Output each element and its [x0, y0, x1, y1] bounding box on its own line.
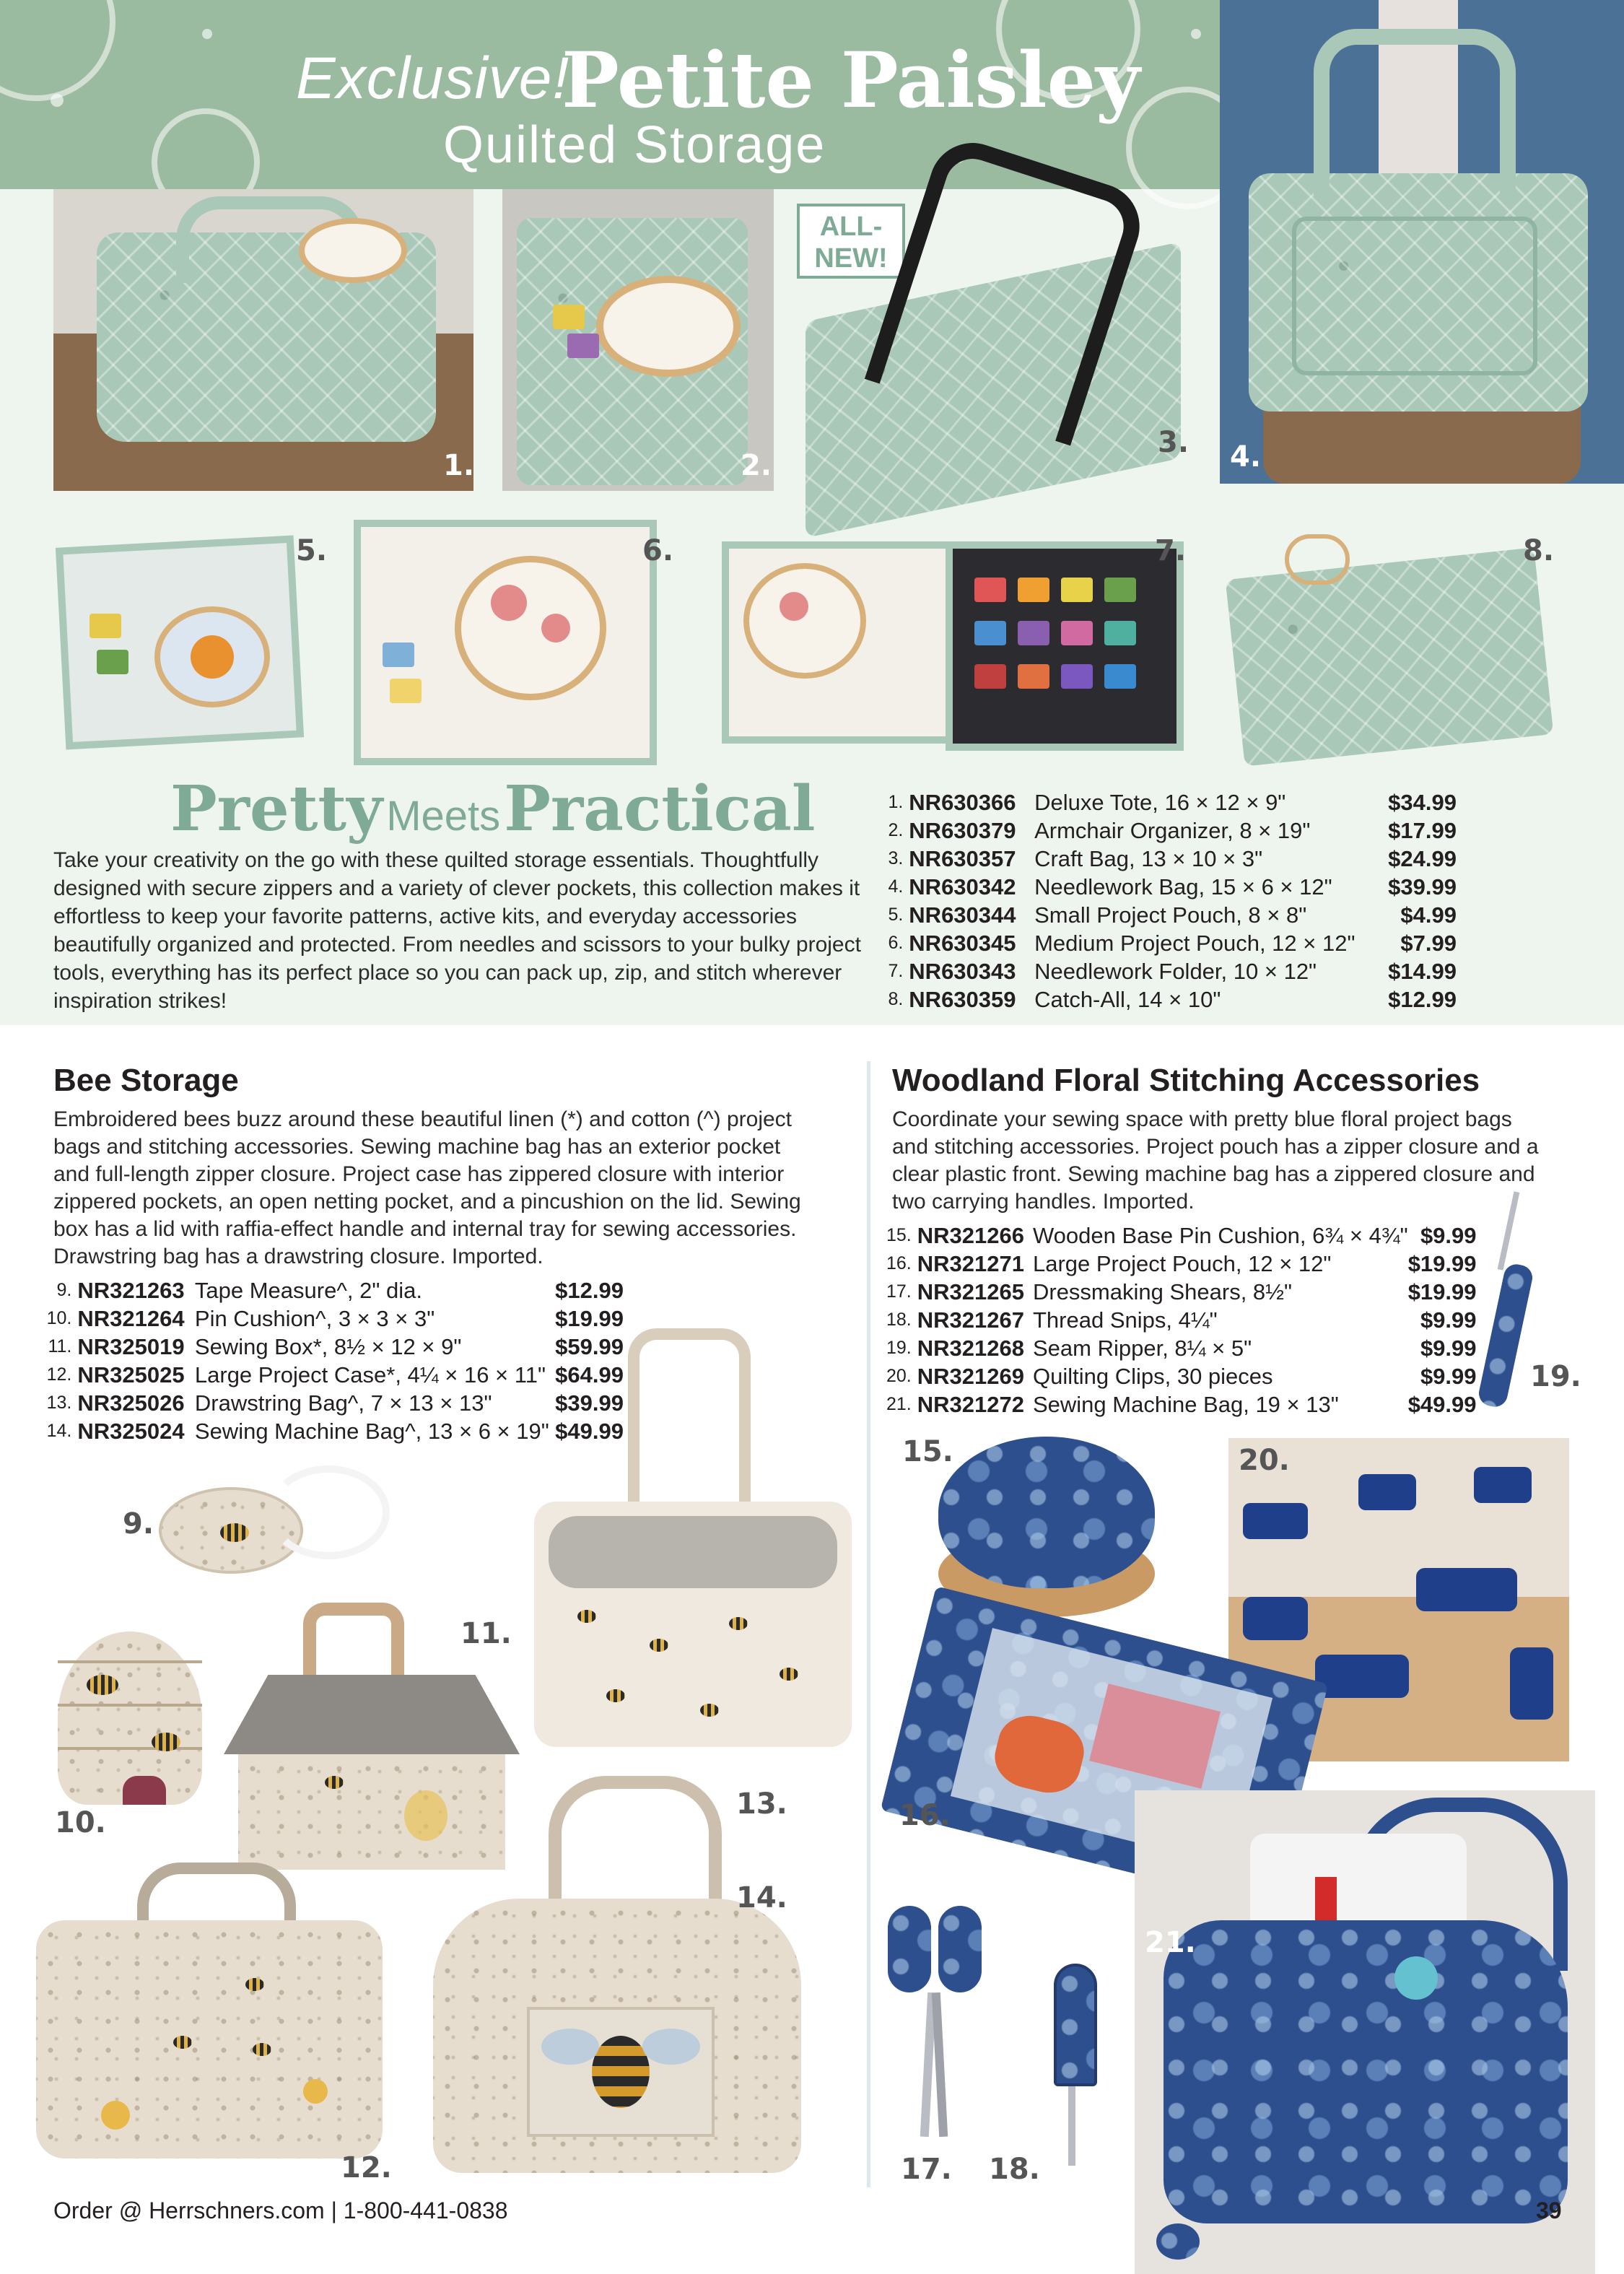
item-sku: NR630344 — [909, 902, 1016, 928]
photo-number-label: 1. — [443, 449, 475, 482]
order-contact-footer: Order @ Herrschners.com | 1-800-441-0838 — [53, 2197, 508, 2223]
product-row — [886, 845, 1457, 873]
item-number: 6. — [888, 933, 904, 953]
item-number: 13. — [46, 1393, 72, 1413]
product-row — [886, 957, 1457, 985]
photo-number-label: 16. — [899, 1799, 951, 1832]
item-number: 16. — [886, 1253, 912, 1273]
product-photo-dressmaking-shears[interactable] — [881, 1891, 996, 2195]
item-description: Deluxe Tote, 16 × 12 × 9" — [1034, 789, 1286, 815]
item-description: Seam Ripper, 8¼ × 5" — [1032, 1335, 1252, 1361]
item-price: $9.99 — [1420, 1363, 1477, 1389]
photo-number-label: 18. — [989, 2153, 1040, 2186]
decorative-dot — [202, 29, 212, 39]
item-price: $39.99 — [1388, 874, 1457, 899]
decorative-dot — [51, 94, 64, 107]
bee-storage-description: Embroidered bees buzz around these beautiful linen (*) and cotton (^) project bags and stitching accessories. Sewing machine bag has an exterior pocket and full-length zipper closure. Project case has zippered closure with interior zippered pockets, an open netting pocket, and a pincushion on the lid. Sewing box has a lid with raffia-effect handle and internal tray for sewing accessories. Drawstring bag has a drawstring closure. Imported. — [53, 1107, 801, 1268]
item-price: $39.99 — [555, 1390, 624, 1416]
product-photo-medium-project-pouch[interactable] — [346, 505, 678, 780]
product-row — [46, 1276, 624, 1304]
item-description: Needlework Bag, 15 × 6 × 12" — [1034, 874, 1332, 899]
item-number: 4. — [888, 876, 904, 897]
product-photo-seam-ripper[interactable] — [1472, 1184, 1581, 1415]
photo-number-label: 13. — [736, 1787, 787, 1821]
item-number: 8. — [888, 989, 904, 1009]
item-price: $4.99 — [1400, 902, 1457, 928]
item-number: 5. — [888, 905, 904, 925]
heading-word: Meets — [386, 793, 501, 840]
item-sku: NR630357 — [909, 845, 1016, 871]
item-price: $14.99 — [1388, 958, 1457, 984]
product-row — [886, 985, 1457, 1014]
photo-number-label: 15. — [902, 1435, 953, 1468]
photo-number-label: 20. — [1239, 1444, 1290, 1477]
item-price: $17.99 — [1388, 817, 1457, 843]
item-sku: NR321264 — [77, 1305, 185, 1331]
item-price: $12.99 — [555, 1277, 624, 1303]
item-number: 19. — [886, 1338, 912, 1358]
item-price: $59.99 — [555, 1333, 624, 1359]
item-price: $19.99 — [555, 1305, 624, 1331]
product-row — [886, 1221, 1477, 1250]
item-sku: NR630366 — [909, 789, 1016, 815]
column-divider — [867, 1061, 870, 2187]
item-sku: NR325025 — [77, 1362, 185, 1388]
item-description: Sewing Machine Bag, 19 × 13" — [1032, 1391, 1339, 1417]
photo-number-label: 5. — [296, 534, 328, 567]
item-description: Wooden Base Pin Cushion, 6¾ × 4¾" — [1032, 1222, 1408, 1248]
item-description: Catch-All, 14 × 10" — [1034, 986, 1221, 1012]
paisley-product-list — [886, 788, 1457, 1014]
item-number: 14. — [46, 1421, 72, 1441]
product-photo-pin-cushion[interactable] — [43, 1617, 217, 1848]
item-sku: NR630345 — [909, 930, 1016, 956]
item-number: 21. — [886, 1394, 912, 1414]
item-price: $9.99 — [1420, 1335, 1477, 1361]
item-number: 12. — [46, 1364, 72, 1385]
woodland-product-list — [886, 1221, 1477, 1419]
item-price: $49.99 — [1407, 1391, 1477, 1417]
item-description: Craft Bag, 13 × 10 × 3" — [1034, 845, 1263, 871]
item-description: Sewing Machine Bag^, 13 × 6 × 19" — [194, 1418, 549, 1444]
item-price: $49.99 — [555, 1418, 624, 1444]
woodland-floral-title: Woodland Floral Stitching Accessories — [892, 1063, 1480, 1098]
section-heading-pretty-meets-practical — [170, 772, 815, 845]
item-sku: NR325024 — [77, 1418, 185, 1444]
item-sku: NR630379 — [909, 817, 1016, 843]
product-photo-thread-snips[interactable] — [989, 1949, 1119, 2195]
product-photo-woodland-sewing-machine-bag[interactable] — [1135, 1790, 1595, 2274]
item-description: Small Project Pouch, 8 × 8" — [1034, 902, 1307, 928]
product-photo-drawstring-bag[interactable] — [520, 1321, 866, 1826]
product-photo-bee-sewing-machine-bag[interactable] — [419, 1761, 823, 2195]
photo-number-label: 11. — [460, 1617, 512, 1650]
item-number: 20. — [886, 1366, 912, 1386]
photo-number-label: 14. — [736, 1881, 787, 1914]
bee-storage-title: Bee Storage — [53, 1063, 239, 1098]
product-row — [886, 1390, 1477, 1419]
item-number: 18. — [886, 1310, 912, 1330]
product-row — [886, 788, 1457, 816]
item-description: Quilting Clips, 30 pieces — [1032, 1363, 1273, 1389]
item-number: 1. — [888, 792, 904, 812]
photo-number-label: 12. — [341, 2151, 392, 2184]
product-row — [886, 1278, 1477, 1306]
photo-number-label: 6. — [642, 534, 674, 567]
photo-number-label: 4. — [1230, 440, 1262, 474]
item-sku: NR321272 — [917, 1391, 1024, 1417]
item-sku: NR630359 — [909, 986, 1016, 1012]
badge-line: NEW! — [814, 243, 888, 274]
product-row — [886, 929, 1457, 957]
page-number: 39 — [1536, 2197, 1562, 2223]
item-sku: NR321269 — [917, 1363, 1024, 1389]
product-photo-needlework-bag[interactable] — [1220, 0, 1624, 484]
page-title: Petite Paisley — [562, 35, 1140, 125]
item-sku: NR325026 — [77, 1390, 185, 1416]
item-price: $9.99 — [1420, 1222, 1477, 1248]
item-sku: NR321271 — [917, 1250, 1024, 1276]
photo-number-label: 7. — [1155, 534, 1187, 567]
product-photo-tape-measure[interactable] — [123, 1451, 397, 1595]
item-sku: NR321265 — [917, 1278, 1024, 1304]
photo-number-label: 9. — [123, 1507, 154, 1541]
item-description: Large Project Pouch, 12 × 12" — [1032, 1250, 1332, 1276]
photo-number-label: 2. — [741, 449, 772, 482]
photo-number-label: 19. — [1530, 1360, 1581, 1393]
item-price: $12.99 — [1388, 986, 1457, 1012]
heading-word: Pretty — [170, 772, 383, 845]
item-price: $34.99 — [1388, 789, 1457, 815]
item-description: Pin Cushion^, 3 × 3 × 3" — [194, 1305, 435, 1331]
item-description: Tape Measure^, 2" dia. — [194, 1277, 422, 1303]
item-sku: NR321268 — [917, 1335, 1024, 1361]
heading-word: Practical — [504, 772, 816, 845]
item-sku: NR630342 — [909, 874, 1016, 899]
item-description: Armchair Organizer, 8 × 19" — [1034, 817, 1311, 843]
item-price: $64.99 — [555, 1362, 624, 1388]
product-photo-deluxe-tote[interactable] — [53, 189, 473, 491]
photo-number-label: 3. — [1158, 426, 1189, 459]
product-row — [886, 1334, 1477, 1362]
item-description: Medium Project Pouch, 12 × 12" — [1034, 930, 1355, 956]
product-photo-large-project-case[interactable] — [29, 1863, 404, 2195]
product-row — [886, 1306, 1477, 1334]
item-price: $19.99 — [1407, 1250, 1477, 1276]
item-number: 17. — [886, 1281, 912, 1302]
item-sku: NR325019 — [77, 1333, 185, 1359]
photo-number-label: 17. — [901, 2153, 952, 2186]
item-description: Drawstring Bag^, 7 × 13 × 13" — [194, 1390, 492, 1416]
photo-number-label: 21. — [1145, 1926, 1196, 1959]
item-number: 15. — [886, 1225, 912, 1245]
badge-line: ALL- — [819, 212, 883, 242]
decorative-dot — [1191, 29, 1201, 39]
product-photo-needlework-folder[interactable] — [715, 520, 1205, 765]
item-description: Thread Snips, 4¼" — [1032, 1307, 1218, 1333]
item-sku: NR630343 — [909, 958, 1016, 984]
item-description: Sewing Box*, 8½ × 12 × 9" — [194, 1333, 462, 1359]
product-row — [886, 816, 1457, 845]
item-price: $19.99 — [1407, 1278, 1477, 1304]
exclusive-label: Exclusive! — [296, 45, 570, 111]
paisley-swirl-decoration — [0, 0, 115, 101]
item-sku: NR321263 — [77, 1277, 185, 1303]
product-photo-catch-all[interactable] — [1220, 505, 1566, 780]
product-photo-small-project-pouch[interactable] — [53, 527, 328, 758]
item-description: Large Project Case*, 4¼ × 16 × 11" — [194, 1362, 546, 1388]
woodland-floral-description: Coordinate your sewing space with pretty blue floral project bags and stitching accessories. Project pouch has a zipper closure and a clear plastic front. Sewing machine bag has a zippered closure and two carrying handles. Imported. — [892, 1107, 1539, 1214]
product-photo-armchair-organizer[interactable] — [502, 189, 774, 491]
product-row — [886, 901, 1457, 929]
product-row — [886, 873, 1457, 901]
page-subtitle: Quilted Storage — [443, 116, 826, 174]
item-sku: NR321266 — [917, 1222, 1024, 1248]
item-price: $24.99 — [1388, 845, 1457, 871]
photo-number-label: 10. — [55, 1806, 106, 1839]
item-number: 2. — [888, 820, 904, 840]
item-price: $7.99 — [1400, 930, 1457, 956]
item-description: Dressmaking Shears, 8½" — [1032, 1278, 1293, 1304]
product-row — [886, 1250, 1477, 1278]
item-description: Needlework Folder, 10 × 12" — [1034, 958, 1317, 984]
product-row — [886, 1362, 1477, 1390]
item-number: 7. — [888, 961, 904, 981]
item-sku: NR321267 — [917, 1307, 1024, 1333]
product-photo-craft-bag[interactable] — [791, 152, 1195, 513]
photo-number-label: 8. — [1523, 534, 1555, 567]
item-number: 10. — [46, 1308, 72, 1328]
item-price: $9.99 — [1420, 1307, 1477, 1333]
item-number: 3. — [888, 848, 904, 868]
item-number: 9. — [56, 1280, 72, 1300]
item-number: 11. — [48, 1336, 72, 1356]
paisley-description: Take your creativity on the go with these quilted storage essentials. Thoughtfully designed with secure zippers and a variety of clever pockets, this collection makes it effortless to keep your favorite patterns, active kits, and everyday accessories beautifully organized and protected. From needles and scissors to your bulky project tools, everything has its perfect place so you can pack up, zip, and stitch wherever inspiration strikes! — [53, 848, 861, 1013]
